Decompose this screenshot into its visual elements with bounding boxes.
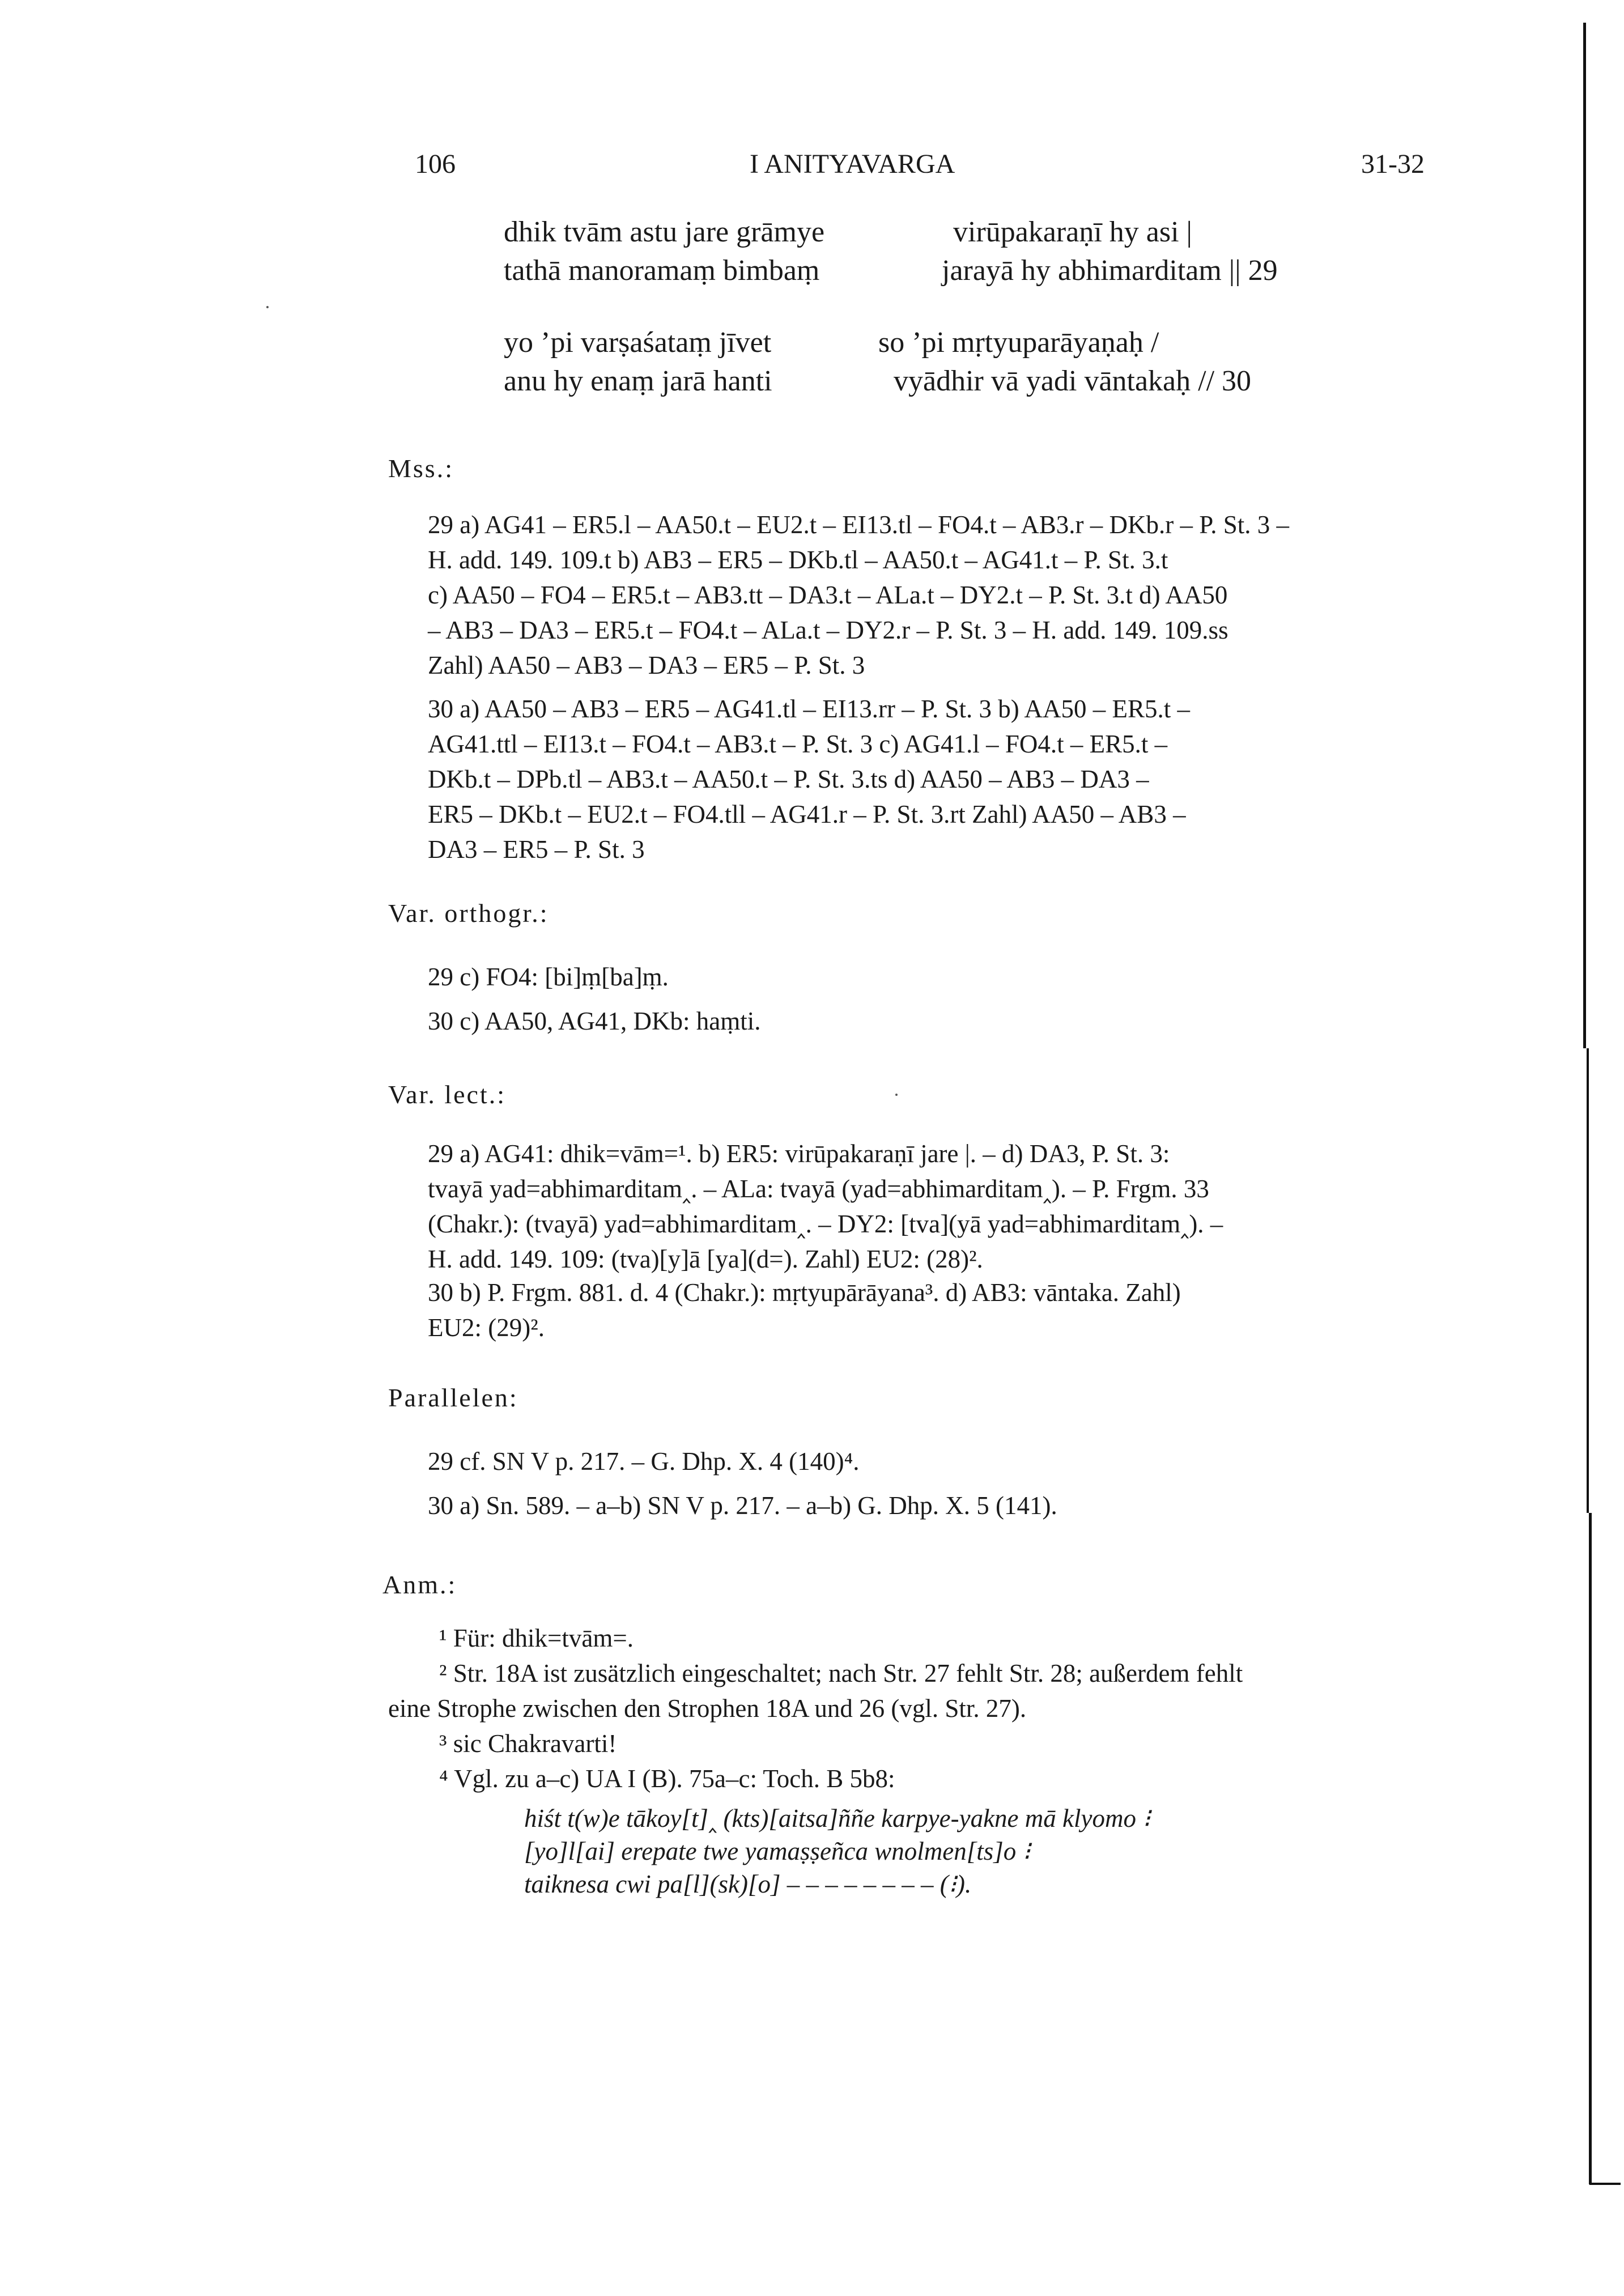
var-orthogr-list [428, 955, 1448, 1043]
tocharian-line: hiśt t(w)e tākoy[t]‸ (kts)[aitsa]ññe karpye-yakne mā klyomo ⁝ [524, 1804, 1151, 1832]
var-orthogr-heading: Var. orthogr.: [388, 899, 549, 928]
verse-29-line2-b: jarayā hy abhimarditam || 29 [942, 254, 1278, 287]
var-lect-29-line: (Chakr.): (tvayā) yad=abhimarditam‸. – DY2: [tva](yā yad=abhimarditam‸). – [428, 1210, 1223, 1238]
mss-29-line: 29 a) AG41 – ER5.l – AA50.t – EU2.t – EI13.tl – FO4.t – AB3.r – DKb.r – P. St. 3 – [428, 511, 1290, 539]
var-lect-entry-30 [428, 1275, 1448, 1345]
mss-30-line: 30 a) AA50 – AB3 – ER5 – AG41.tl – EI13.rr – P. St. 3 b) AA50 – ER5.t – [428, 695, 1191, 723]
mss-heading: Mss.: [388, 454, 454, 483]
mss-entry-29 [428, 507, 1448, 683]
tocharian-line: [yo]l[ai] erepate twe yamaṣṣeñca wnolmen[ts]o ⁝ [524, 1837, 1031, 1865]
mss-30-line: DA3 – ER5 – P. St. 3 [428, 835, 645, 864]
mss-29-line: Zahl) AA50 – AB3 – DA3 – ER5 – P. St. 3 [428, 651, 865, 679]
parallelen-29: 29 cf. SN V p. 217. – G. Dhp. X. 4 (140)⁴. [428, 1447, 860, 1476]
scan-edge-line [1589, 1513, 1592, 2184]
scan-edge-line [1587, 1048, 1589, 1513]
scan-dust [895, 1094, 898, 1096]
var-orthogr-29: 29 c) FO4: [bi]ṃ[ba]ṃ. [428, 963, 669, 991]
var-lect-30-line: EU2: (29)². [428, 1313, 545, 1342]
footnote-2-cont: eine Strophe zwischen den Strophen 18A und 26 (vgl. Str. 27). [388, 1694, 1027, 1723]
footnote-4: ⁴ Vgl. zu a–c) UA I (B). 75a–c: Toch. B 5b8: [439, 1764, 895, 1793]
verse-29-line1-b: virūpakaraṇī hy asi | [953, 216, 1192, 248]
verse-30-line1-a: yo ’pi varṣaśataṃ jīvet [504, 326, 772, 359]
mss-entry-30 [428, 691, 1448, 867]
verse-29-line1-a: dhik tvām astu jare grāmye [504, 216, 825, 248]
verse-29-line2-a: tathā manoramaṃ bimbaṃ [504, 254, 820, 287]
mss-29-line: c) AA50 – FO4 – ER5.t – AB3.tt – DA3.t – ALa.t – DY2.t – P. St. 3.t d) AA50 [428, 581, 1228, 609]
scan-dust [266, 306, 269, 308]
footnote-3: ³ sic Chakravarti! [439, 1729, 617, 1758]
anm-notes [388, 1621, 1448, 1796]
parallelen-30: 30 a) Sn. 589. – a–b) SN V p. 217. – a–b) G. Dhp. X. 5 (141). [428, 1491, 1057, 1520]
var-orthogr-30: 30 c) AA50, AG41, DKb: haṃti. [428, 1007, 761, 1035]
mss-29-line: – AB3 – DA3 – ER5.t – FO4.t – ALa.t – DY2.r – P. St. 3 – H. add. 149. 109.ss [428, 616, 1228, 644]
anm-heading: Anm.: [382, 1570, 457, 1599]
var-lect-29-line: 29 a) AG41: dhik=vām=¹. b) ER5: virūpakaraṇī jare |. – d) DA3, P. St. 3: [428, 1140, 1170, 1168]
var-lect-29-line: H. add. 149. 109: (tva)[y]ā [ya](d=). Zahl) EU2: (28)². [428, 1245, 983, 1273]
footnote-2: ² Str. 18A ist zusätzlich eingeschaltet; nach Str. 27 fehlt Str. 28; außerdem fehlt [439, 1659, 1243, 1687]
footnote-1: ¹ Für: dhik=tvām=. [439, 1624, 634, 1652]
parallelen-list [428, 1439, 1448, 1528]
scan-edge-tick [1589, 2183, 1621, 2185]
verse-30-line2-b: vyādhir vā yadi vāntakaḥ // 30 [894, 365, 1252, 397]
tocharian-line: taiknesa cwi pa[l](sk)[o] – – – – – – – – (⁝). [524, 1870, 972, 1898]
parallelen-heading: Parallelen: [388, 1383, 518, 1412]
var-lect-entry-29 [428, 1136, 1448, 1277]
var-lect-30-line: 30 b) P. Frgm. 881. d. 4 (Chakr.): mṛtyupārāyana³. d) AB3: vāntaka. Zahl) [428, 1278, 1181, 1307]
var-lect-29-line: tvayā yad=abhimarditam‸. – ALa: tvayā (yad=abhimarditam‸). – P. Frgm. 33 [428, 1175, 1209, 1203]
var-lect-heading: Var. lect.: [388, 1080, 506, 1109]
running-title: I ANITYAVARGA [750, 149, 955, 179]
verse-30-line2-a: anu hy enaṃ jarā hanti [504, 365, 772, 397]
tocharian-quote [524, 1802, 1431, 1900]
scan-edge-line [1583, 23, 1586, 1048]
verse-range: 31-32 [1361, 149, 1425, 179]
mss-30-line: ER5 – DKb.t – EU2.t – FO4.tll – AG41.r – P. St. 3.rt Zahl) AA50 – AB3 – [428, 800, 1186, 828]
mss-29-line: H. add. 149. 109.t b) AB3 – ER5 – DKb.tl – AA50.t – AG41.t – P. St. 3.t [428, 546, 1168, 574]
page-number: 106 [415, 149, 456, 179]
mss-30-line: AG41.ttl – EI13.t – FO4.t – AB3.t – P. St. 3 c) AG41.l – FO4.t – ER5.t – [428, 730, 1168, 758]
verse-30-line1-b: so ’pi mṛtyuparāyaṇaḥ / [878, 326, 1159, 359]
mss-30-line: DKb.t – DPb.tl – AB3.t – AA50.t – P. St. 3.ts d) AA50 – AB3 – DA3 – [428, 765, 1149, 793]
